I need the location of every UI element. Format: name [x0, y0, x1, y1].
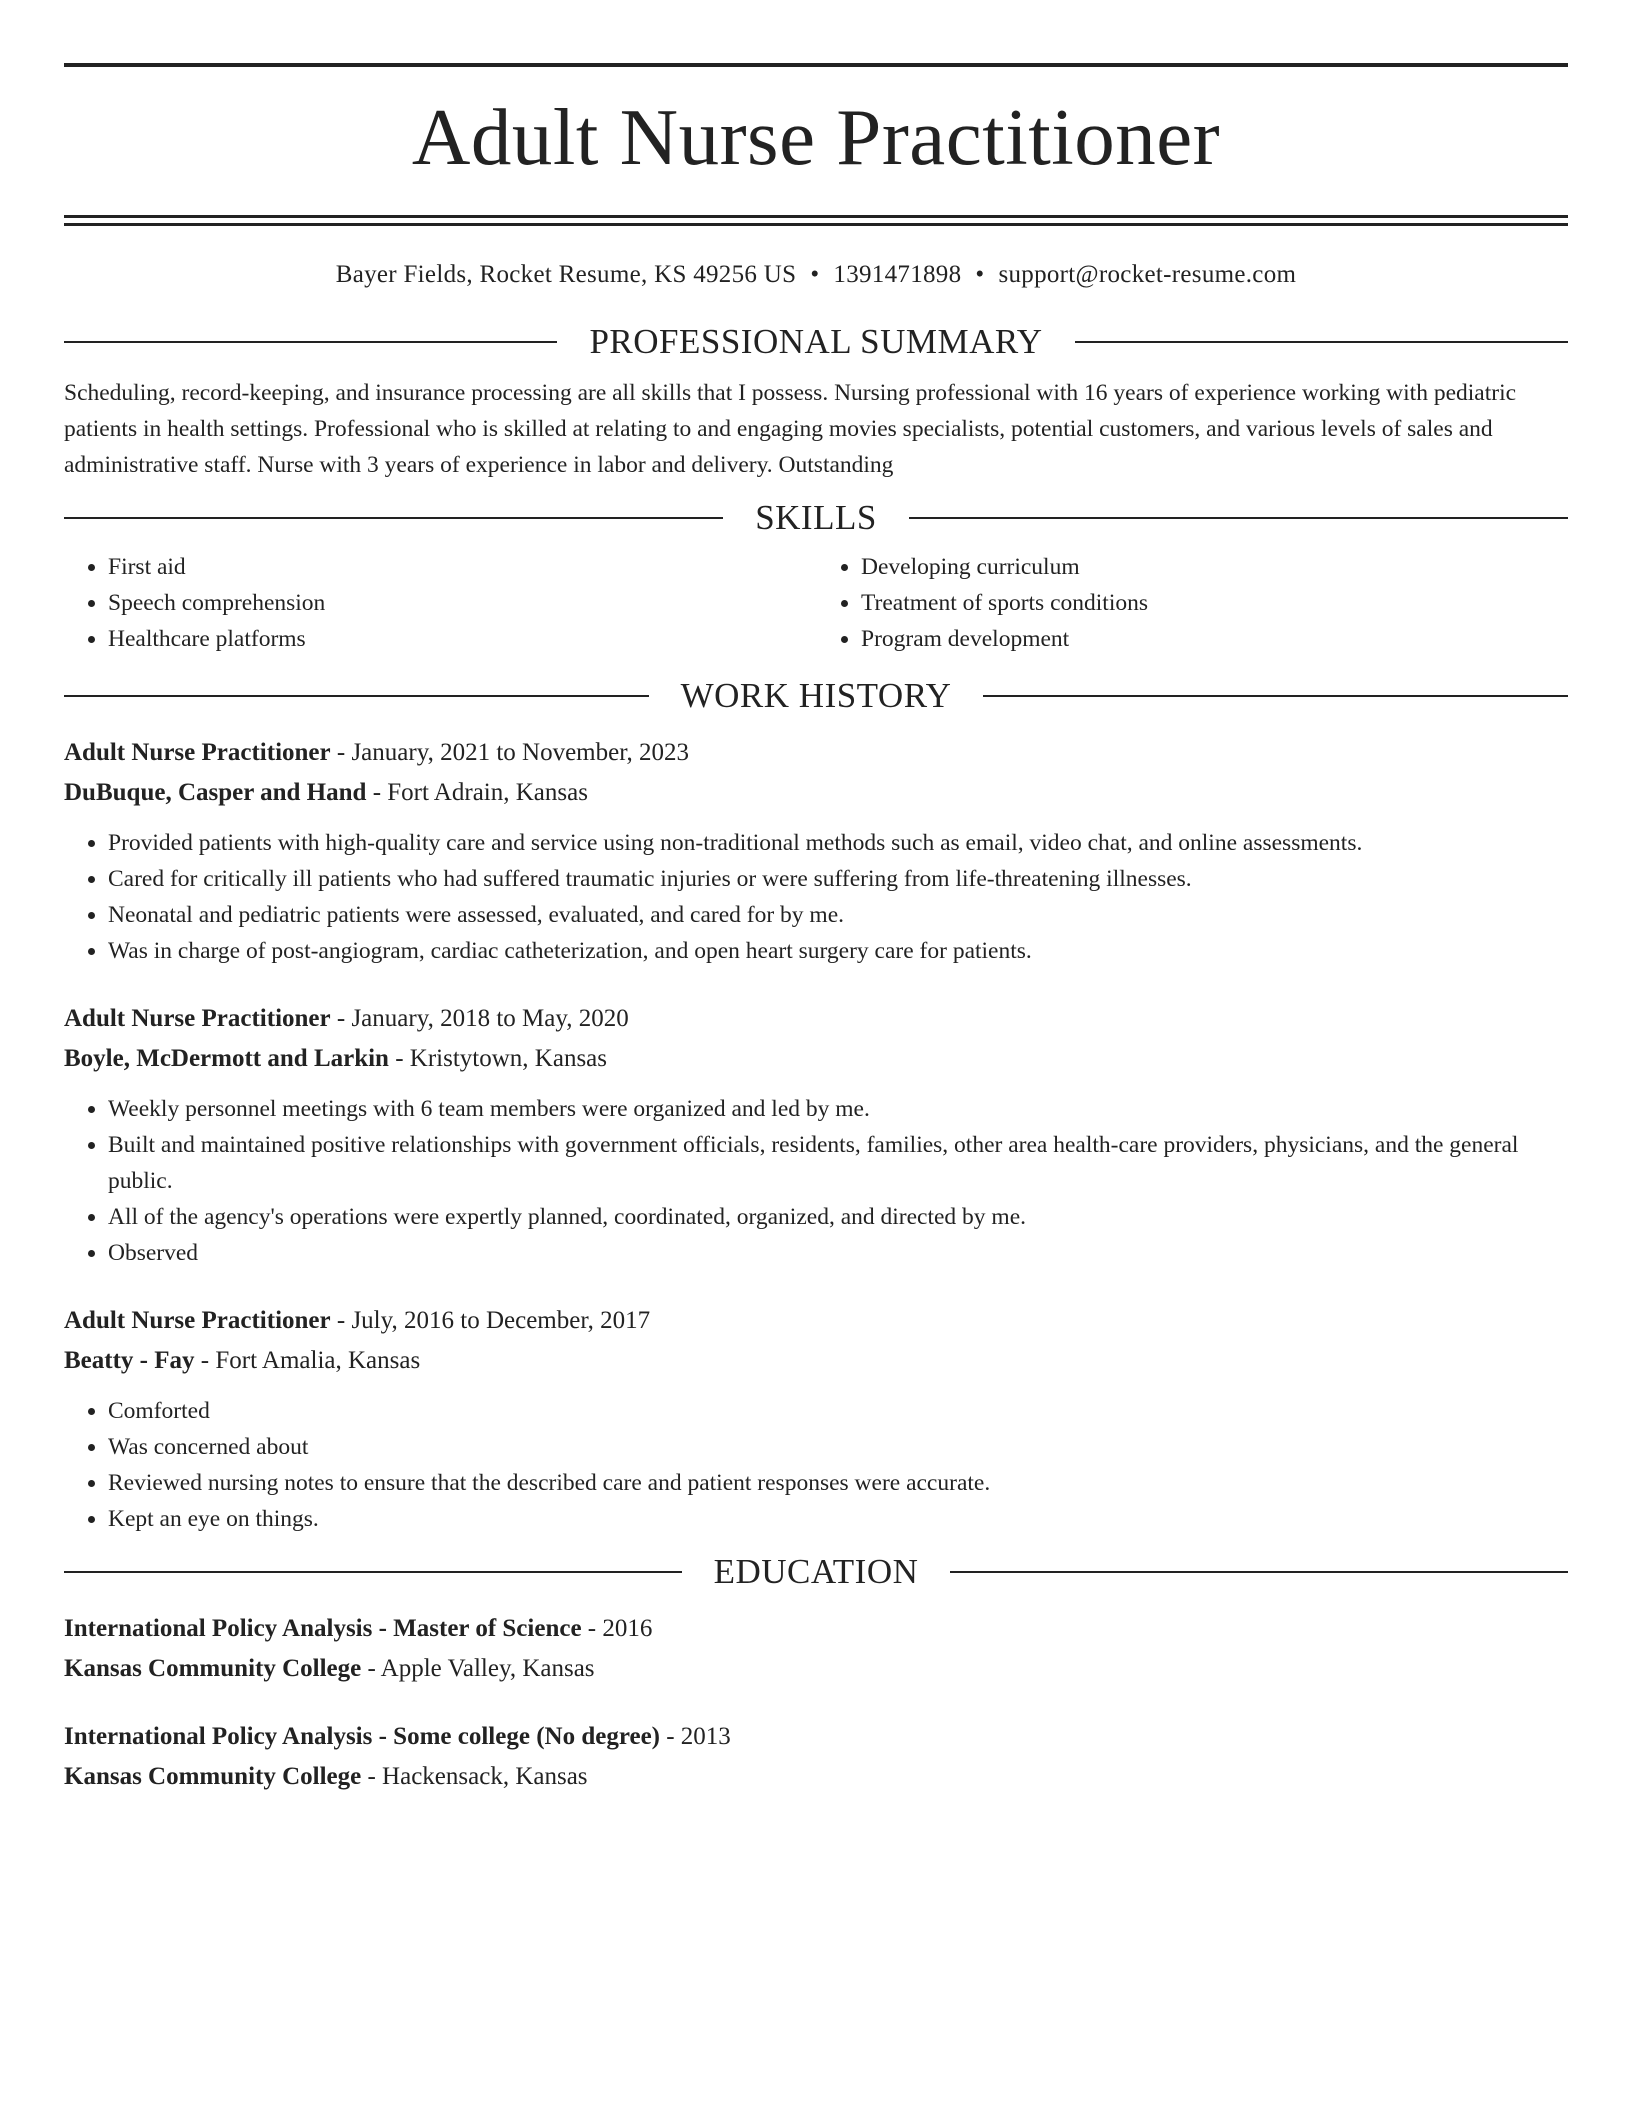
skill-item: • Speech comprehension	[108, 585, 815, 621]
skill-item: • Healthcare platforms	[108, 621, 815, 657]
skills-column-left	[64, 549, 815, 657]
education-entry	[64, 1717, 1568, 1797]
degree-year: - 2016	[581, 1615, 653, 1642]
job-title-line	[64, 999, 1568, 1039]
job-dates: - January, 2018 to May, 2020	[330, 1005, 629, 1032]
school-line	[64, 1649, 1568, 1689]
job-location: - Fort Adrain, Kansas	[366, 779, 588, 806]
heading-rule-right	[950, 1571, 1568, 1573]
job-bullet: • Provided patients with high-quality care and service using non-traditional methods such as email, video chat, and online assessments.	[108, 825, 1568, 861]
bullet-separator: •	[810, 261, 820, 288]
email: support@rocket-resume.com	[998, 261, 1297, 288]
job-company: DuBuque, Casper and Hand	[64, 779, 367, 806]
heading-rule-left	[64, 341, 557, 343]
job-title-line	[64, 1301, 1568, 1341]
job-company-line	[64, 773, 1568, 813]
section-title: EDUCATION	[713, 1552, 919, 1591]
heading-rule-right	[983, 695, 1568, 697]
job-bullets	[64, 1091, 1568, 1271]
heading-rule-left	[64, 1571, 682, 1573]
school-location: - Apple Valley, Kansas	[361, 1655, 595, 1682]
section-title: PROFESSIONAL SUMMARY	[589, 322, 1043, 361]
skill-item: • Developing curriculum	[861, 549, 1568, 585]
address: Bayer Fields, Rocket Resume, KS 49256 US	[335, 261, 797, 288]
summary-heading	[64, 321, 1568, 363]
job-bullet: • Was in charge of post-angiogram, cardiac catheterization, and open heart surgery care for patients.	[108, 933, 1568, 969]
job-entry	[64, 733, 1568, 969]
heading-rule-right	[909, 517, 1568, 519]
job-bullets	[64, 1393, 1568, 1537]
heading-rule-right	[1075, 341, 1568, 343]
skill-item: • Treatment of sports conditions	[861, 585, 1568, 621]
skills-heading	[64, 497, 1568, 539]
job-bullet: • Observed	[108, 1235, 1568, 1271]
heading-rule-left	[64, 517, 723, 519]
degree-year: - 2013	[659, 1723, 731, 1750]
bullet-separator: •	[975, 261, 985, 288]
section-title: SKILLS	[755, 498, 877, 537]
school-location: - Hackensack, Kansas	[361, 1763, 588, 1790]
phone: 1391471898	[833, 261, 962, 288]
job-bullet: • Comforted	[108, 1393, 1568, 1429]
resume-title: Adult Nurse Practitioner	[411, 92, 1221, 182]
section-title: WORK HISTORY	[680, 676, 952, 715]
job-bullet: • Cared for critically ill patients who had suffered traumatic injuries or were suffering from life-threatening illnesses.	[108, 861, 1568, 897]
skills-column-right	[815, 549, 1568, 657]
school: Kansas Community College	[64, 1655, 362, 1682]
job-bullet: • Weekly personnel meetings with 6 team members were organized and led by me.	[108, 1091, 1568, 1127]
job-location: - Kristytown, Kansas	[388, 1045, 607, 1072]
job-dates: - July, 2016 to December, 2017	[330, 1307, 651, 1334]
degree: International Policy Analysis - Some college (No degree)	[64, 1723, 660, 1750]
double-rule	[64, 215, 1568, 226]
job-bullet: • Built and maintained positive relationships with government officials, residents, families, other area health-care providers, physicians, and the general public.	[108, 1127, 1568, 1199]
job-company-line	[64, 1341, 1568, 1381]
top-rule	[64, 63, 1568, 67]
degree: International Policy Analysis - Master of Science	[64, 1615, 582, 1642]
job-company: Beatty - Fay	[64, 1347, 195, 1374]
school: Kansas Community College	[64, 1763, 362, 1790]
job-location: - Fort Amalia, Kansas	[194, 1347, 421, 1374]
school-line	[64, 1757, 1568, 1797]
job-bullets	[64, 825, 1568, 969]
contact-line	[64, 261, 1568, 289]
education-entry	[64, 1609, 1568, 1689]
skill-item: • First aid	[108, 549, 815, 585]
job-bullet: • All of the agency's operations were expertly planned, coordinated, organized, and directed by me.	[108, 1199, 1568, 1235]
education-heading	[64, 1551, 1568, 1593]
job-company-line	[64, 1039, 1568, 1079]
heading-rule-left	[64, 695, 649, 697]
job-title-line	[64, 733, 1568, 773]
job-bullet: • Kept an eye on things.	[108, 1501, 1568, 1537]
degree-line	[64, 1717, 1568, 1757]
job-role: Adult Nurse Practitioner	[64, 739, 331, 766]
skills-list	[64, 549, 1568, 657]
job-role: Adult Nurse Practitioner	[64, 1005, 331, 1032]
job-role: Adult Nurse Practitioner	[64, 1307, 331, 1334]
job-bullet: • Neonatal and pediatric patients were assessed, evaluated, and cared for by me.	[108, 897, 1568, 933]
skill-item: • Program development	[861, 621, 1568, 657]
job-dates: - January, 2021 to November, 2023	[330, 739, 690, 766]
job-entry	[64, 1301, 1568, 1537]
job-bullet: • Was concerned about	[108, 1429, 1568, 1465]
job-entry	[64, 999, 1568, 1271]
degree-line	[64, 1609, 1568, 1649]
job-company: Boyle, McDermott and Larkin	[64, 1045, 389, 1072]
job-bullet: • Reviewed nursing notes to ensure that the described care and patient responses were accurate.	[108, 1465, 1568, 1501]
work-history-heading	[64, 675, 1568, 717]
summary-text: Scheduling, record-keeping, and insurance processing are all skills that I possess. Nursing professional with 16 years of experience working with pediatric patients in health settings. Professional who is skilled at relating to and engaging movies specialists, potential customers, and various levels of sales and administrative staff. Nurse with 3 years of experience in labor and delivery. Outstanding	[64, 380, 1517, 478]
